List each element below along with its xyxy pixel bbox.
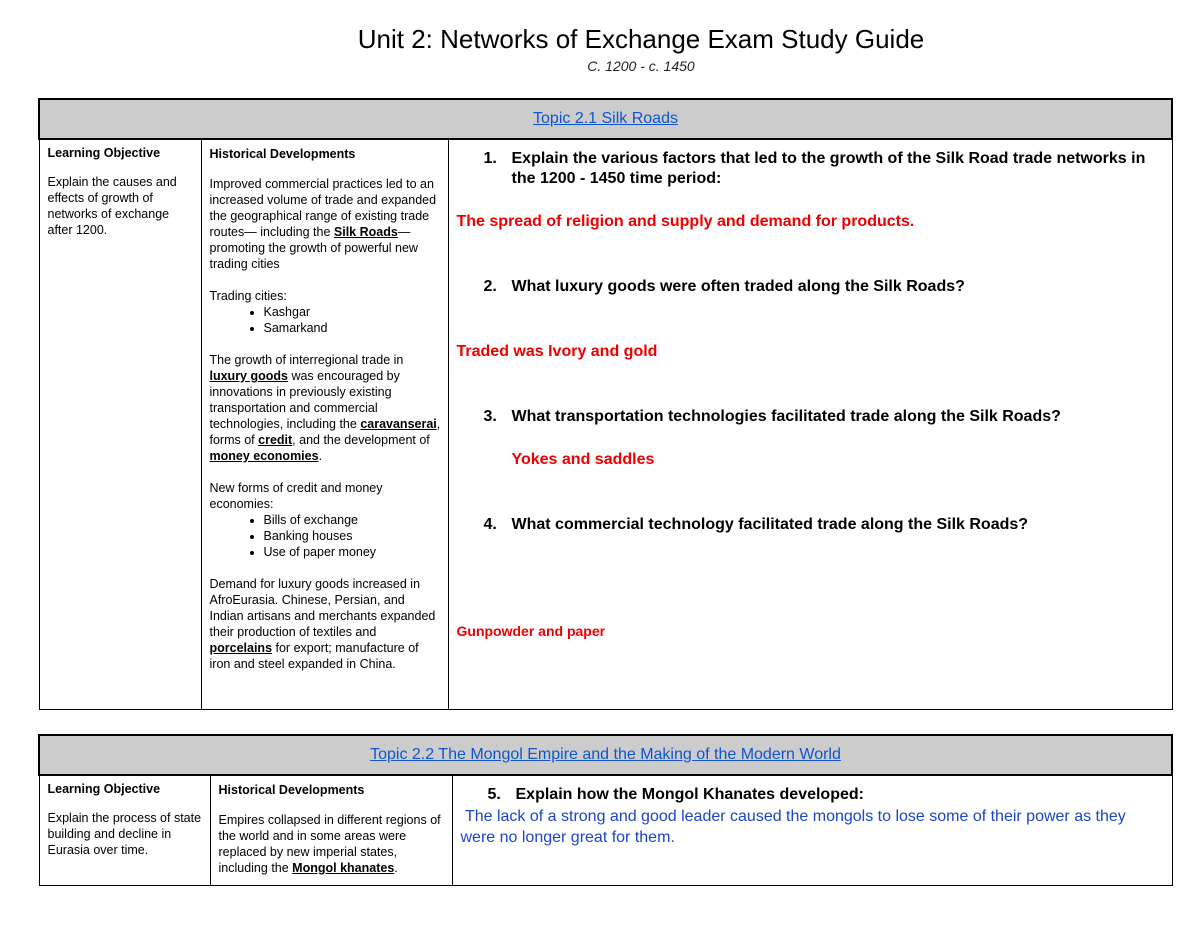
topic-2-1-header bbox=[39, 99, 1172, 139]
credit-link[interactable]: credit bbox=[258, 433, 293, 447]
question-4: 4. What commercial technology facilitated trade along the Silk Roads? bbox=[483, 516, 1029, 533]
answer-1: The spread of religion and supply and demand for products. bbox=[456, 213, 915, 230]
luxury-goods-link[interactable]: luxury goods bbox=[209, 369, 288, 383]
list-item: • Kashgar bbox=[264, 304, 442, 320]
historical-developments-cell bbox=[210, 775, 452, 886]
money-economies-link[interactable]: money economies bbox=[209, 449, 319, 463]
historical-developments-label: Historical Developments bbox=[209, 147, 356, 161]
learning-objective-cell bbox=[39, 139, 201, 710]
caravanserai-link[interactable]: caravanserai bbox=[360, 417, 437, 431]
hd-paragraph-2: The growth of interregional trade in luxury goods was encouraged by innovations in previously existing transportation and commercial technologies, including the caravanserai, forms of credit, and the development of money economies. bbox=[209, 353, 441, 463]
hd-paragraph-3: Demand for luxury goods increased in AfroEurasia. Chinese, Persian, and Indian artisans and merchants expanded their production of textiles and porcelains for export; manufacture of iron and steel expanded in China. bbox=[209, 577, 436, 671]
learning-objective-text: Explain the process of state building and decline in Eurasia over time. bbox=[47, 811, 202, 857]
document-title: Unit 2: Networks of Exchange Exam Study Guide bbox=[357, 24, 925, 54]
list-item: • Samarkand bbox=[264, 320, 442, 336]
answer-2: Traded was Ivory and gold bbox=[456, 343, 658, 360]
document-subtitle: C. 1200 - c. 1450 bbox=[587, 58, 695, 74]
topic-2-1-link[interactable]: Topic 2.1 Silk Roads bbox=[533, 110, 678, 127]
historical-developments-cell bbox=[201, 139, 448, 710]
list-item: • Use of paper money bbox=[264, 544, 442, 560]
question-5: 5. Explain how the Mongol Khanates developed: bbox=[487, 786, 864, 803]
trading-cities-label: Trading cities: bbox=[209, 289, 287, 303]
questions-cell bbox=[448, 139, 1172, 710]
answer-5: The lack of a strong and good leader caused the mongols to lose some of their power as they were no longer great for them. bbox=[460, 808, 1131, 846]
learning-objective-text: Explain the causes and effects of growth of networks of exchange after 1200. bbox=[47, 175, 177, 237]
hd-paragraph-1: Improved commercial practices led to an increased volume of trade and expanded the geographical range of existing trade routes— including the Silk Roads—promoting the growth of powerful new trading cities bbox=[209, 177, 437, 271]
question-2: 2. What luxury goods were often traded along the Silk Roads? bbox=[483, 278, 965, 295]
credit-label: New forms of credit and money economies: bbox=[209, 481, 383, 511]
silk-roads-link[interactable]: Silk Roads bbox=[333, 225, 398, 239]
question-cell bbox=[452, 775, 1172, 886]
hd-paragraph: Empires collapsed in different regions of the world and in some areas were replaced by new imperial states, including the Mongol khanates. bbox=[218, 813, 441, 875]
mongol-khanates-link[interactable]: Mongol khanates bbox=[292, 861, 395, 875]
topic-2-2-link[interactable]: Topic 2.2 The Mongol Empire and the Making of the Modern World bbox=[370, 746, 841, 763]
learning-objective-label: Learning Objective bbox=[47, 782, 161, 796]
topic-2-2-header bbox=[39, 735, 1172, 775]
answer-4: Gunpowder and paper bbox=[456, 623, 606, 639]
historical-developments-label: Historical Developments bbox=[218, 783, 365, 797]
topic-2-2-table bbox=[38, 734, 1173, 886]
learning-objective-label: Learning Objective bbox=[47, 146, 161, 160]
answer-3: Yokes and saddles bbox=[511, 451, 655, 468]
question-1: 1. Explain the various factors that led to the growth of the Silk Road trade networks in the 1200 - 1450 time period: bbox=[483, 150, 1146, 187]
learning-objective-cell bbox=[39, 775, 210, 886]
list-item: • Banking houses bbox=[264, 528, 442, 544]
trading-cities-list bbox=[210, 304, 442, 336]
porcelains-link[interactable]: porcelains bbox=[209, 641, 273, 655]
list-item: • Bills of exchange bbox=[264, 512, 442, 528]
credit-list bbox=[210, 512, 442, 560]
question-3: 3. What transportation technologies facilitated trade along the Silk Roads? bbox=[483, 408, 1061, 425]
topic-2-1-table bbox=[38, 98, 1173, 710]
